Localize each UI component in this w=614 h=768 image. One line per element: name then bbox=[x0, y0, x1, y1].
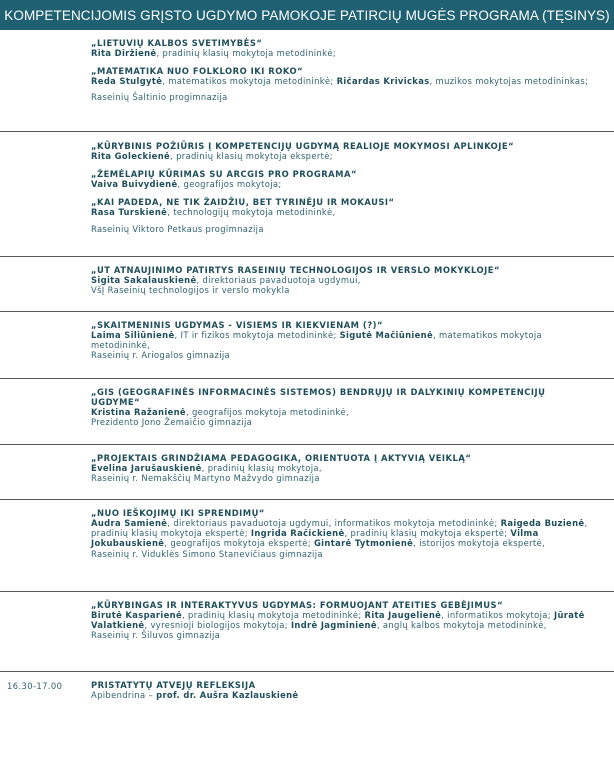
divider bbox=[0, 499, 614, 500]
session-title: „UT ATNAUJINIMO PATIRTYS RASEINIŲ TECHNOLOGIJOS IR VERSLO MOKYKLOJE“ bbox=[91, 265, 500, 275]
presenter-line: Vaiva Buivydienė, geografijos mokytoja; bbox=[91, 179, 282, 190]
divider bbox=[0, 311, 614, 312]
school-name: Raseinių r. Ariogalos gimnazija bbox=[91, 350, 231, 361]
divider bbox=[0, 131, 614, 132]
session-title: „KŪRYBINGAS IR INTERAKTYVUS UGDYMAS: FORMUOJANT ATEITIES GEBĖJIMUS“ bbox=[91, 600, 504, 610]
closing-block bbox=[91, 680, 596, 700]
session-block-ariogalos bbox=[91, 320, 596, 361]
session-block-technologijos bbox=[91, 265, 596, 295]
session-title: „ŽEMĖLAPIŲ KŪRIMAS SU ARCGIS PRO PROGRAMA“ bbox=[91, 169, 357, 180]
session-block-nemaksciu bbox=[91, 453, 596, 483]
session-title: „KŪRYBINIS POŽIŪRIS Į KOMPETENCIJŲ UGDYMĄ REALIOJE MOKYMOSI APLINKOJE“ bbox=[91, 141, 515, 151]
divider bbox=[0, 444, 614, 445]
school-name: VšĮ Raseinių technologijos ir verslo mokykla bbox=[91, 285, 290, 296]
school-name: Raseinių Viktoro Petkaus progimnazija bbox=[91, 223, 264, 234]
presenter-line: Evelina Jarušauskienė, pradinių klasių mokytoja, bbox=[91, 463, 322, 473]
closing-summary: Apibendrina – prof. dr. Aušra Kazlauskienė bbox=[91, 690, 299, 700]
presenter-line: Rita Goleckienė, pradinių klasių mokytoja ekspertė; bbox=[91, 151, 333, 161]
presenter-line: Sigita Sakalauskienė, direktoriaus pavaduotoja ugdymui, bbox=[91, 275, 361, 285]
session-title: „NUO IEŠKOJIMŲ IKI SPRENDIMŲ“ bbox=[91, 508, 265, 518]
school-name: Raseinių r. Šiluvos gimnazija bbox=[91, 630, 221, 641]
session-title: „KAI PADEDA, NE TIK ŽAIDŽIU, BET TYRINĖJU IR MOKAUSI“ bbox=[91, 197, 395, 208]
presenter-line: Audra Samienė, direktoriaus pavaduotoja ugdymui, informatikos mokytoja metodininkė; Raigeda Buzienė, pradinių klasių mokytoja ekspertė; Ingrida Račickienė, pradinių klasių mokytoja ekspertė; Vilma Jokubauskienė, geografijos mokytoja ekspertė; Gintarė Tytmonienė, istorijos mokytoja ekspertė, bbox=[91, 518, 588, 549]
presenter-line: Rasa Turskienė, technologijų mokytoja metodininkė, bbox=[91, 207, 336, 218]
school-name: Raseinių r. Viduklės Simono Stanevičiaus gimnazija bbox=[91, 548, 323, 559]
session-title: „MATEMATIKA NUO FOLKLORO IKI ROKO“ bbox=[91, 66, 304, 77]
session-title: „SKAITMENINIS UGDYMAS - VISIEMS IR KIEKVIENAM (?)“ bbox=[91, 320, 383, 330]
page-header bbox=[0, 0, 614, 30]
presenter-line: Reda Stulgytė, matematikos mokytoja metodininkė; Ričardas Krivickas, muzikos mokytojas metodininkas; bbox=[91, 76, 589, 87]
presenter-line: Kristina Ražanienė, geografijos mokytoja metodininkė, bbox=[91, 407, 350, 417]
session-block-vidukles bbox=[91, 508, 596, 559]
school-name: Prezidento Jono Žemaičio gimnazija bbox=[91, 417, 253, 428]
presenter-line: Laima Siliūnienė, IT ir fizikos mokytoja metodininkė; Sigutė Mačiūnienė, matematikos mokytoja metodininkė, bbox=[91, 330, 543, 351]
school-name: Raseinių r. Nemakščių Martyno Mažvydo gimnazija bbox=[91, 473, 320, 484]
presenter-line: Rita Diržienė, pradinių klasių mokytoja metodininkė; bbox=[91, 48, 336, 58]
session-block-zemaicio bbox=[91, 387, 596, 427]
presenter-line: Birutė Kasparienė, pradinių klasių mokytoja metodininkė; Rita Jaugelienė, informatikos mokytoja; Jūratė Valatkienė, vyresnioji biologijos mokytoja; Indrė Jagminienė, anglų kalbos mokytoja metodininkė, bbox=[91, 610, 585, 631]
session-title: „GIS (GEOGRAFINĖS INFORMACINĖS SISTEMOS) BENDRŲJŲ IR DALYKINIŲ KOMPETENCIJŲ UGDYME“ bbox=[91, 387, 546, 407]
session-time: 16.30-17.00 bbox=[7, 681, 63, 691]
session-block-siluvos bbox=[91, 600, 596, 641]
divider bbox=[0, 671, 614, 672]
page-title: KOMPETENCIJOMIS GRĮSTO UGDYMO PAMOKOJE PATIRCIŲ MUGĖS PROGRAMA (TĘSINYS) bbox=[4, 7, 610, 23]
session-block-saltinio bbox=[91, 38, 596, 103]
session-title: „LIETUVIŲ KALBOS SVETIMYBĖS“ bbox=[91, 38, 263, 48]
session-title: „PROJEKTAIS GRINDŽIAMA PEDAGOGIKA, ORIENTUOTA Į AKTYVIĄ VEIKLĄ“ bbox=[91, 453, 472, 463]
divider bbox=[0, 378, 614, 379]
divider bbox=[0, 591, 614, 592]
closing-title: PRISTATYTŲ ATVEJŲ REFLEKSIJA bbox=[91, 680, 256, 690]
divider bbox=[0, 256, 614, 257]
school-name: Raseinių Šaltinio progimnazija bbox=[91, 92, 228, 103]
session-block-petkaus bbox=[91, 141, 596, 234]
